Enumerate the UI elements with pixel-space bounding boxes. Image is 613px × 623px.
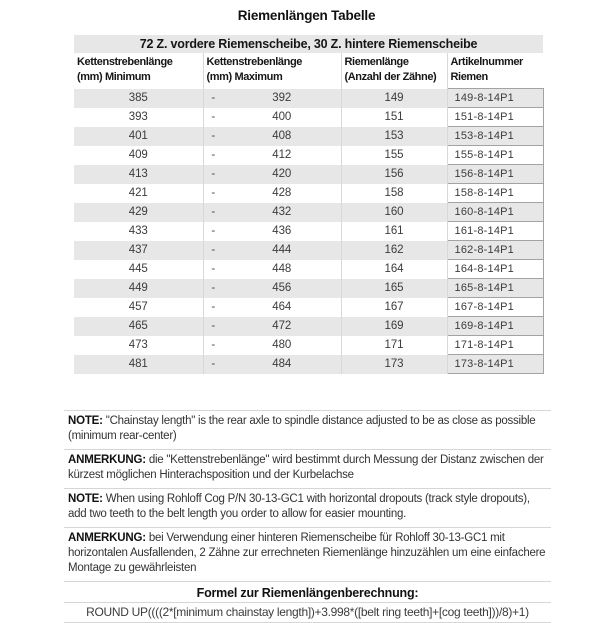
- chainstay-max-cell: 436: [223, 222, 341, 241]
- chainstay-max-cell: 472: [223, 317, 341, 336]
- chainstay-min-cell: 445: [74, 260, 203, 279]
- note-label: NOTE:: [68, 493, 103, 505]
- table-row: [74, 317, 543, 336]
- range-dash: -: [203, 89, 223, 108]
- chainstay-min-cell: 481: [74, 355, 203, 374]
- belt-length-cell: 162: [341, 241, 447, 260]
- formula-expression: ROUND UP((((2*[minimum chainstay length])+3.998*([belt ring teeth]+[cog teeth]))/8)+1): [64, 602, 551, 622]
- header-article-number-line2: Riemen: [450, 71, 488, 83]
- article-number-cell: 167-8-14P1: [447, 298, 543, 317]
- chainstay-max-cell: 448: [223, 260, 341, 279]
- article-number-cell: 161-8-14P1: [447, 222, 543, 241]
- belt-length-cell: 165: [341, 279, 447, 298]
- table-row: [74, 355, 543, 374]
- formula-heading: Formel zur Riemenlängenberechnung:: [64, 581, 551, 602]
- note-item: [64, 410, 551, 449]
- range-dash: -: [203, 241, 223, 260]
- chainstay-min-cell: 421: [74, 184, 203, 203]
- chainstay-max-cell: 464: [223, 298, 341, 317]
- chainstay-max-cell: 456: [223, 279, 341, 298]
- article-number-cell: 160-8-14P1: [447, 203, 543, 222]
- range-dash: -: [211, 301, 216, 313]
- note-text: When using Rohloff Cog P/N 30-13-GC1 with horizontal dropouts (track style dropouts), add two teeth to the belt length you order to allow for easier mounting.: [68, 493, 530, 520]
- table-row: [74, 184, 543, 203]
- table-row: [74, 89, 543, 108]
- header-belt-length-line2: (Anzahl der Zähne): [344, 71, 437, 83]
- table-header-row: [74, 53, 543, 89]
- article-number-cell: 153-8-14P1: [447, 127, 543, 146]
- belt-length-cell: 161: [341, 222, 447, 241]
- belt-length-cell: 167: [341, 298, 447, 317]
- chainstay-max-cell: 420: [223, 165, 341, 184]
- range-dash: -: [211, 263, 216, 275]
- belt-length-cell: 158: [341, 184, 447, 203]
- header-chainstay-max-line2: (mm) Maximum: [206, 71, 283, 83]
- table-row: [74, 108, 543, 127]
- range-dash: -: [203, 165, 223, 184]
- chainstay-min-cell: 433: [74, 222, 203, 241]
- note-label: NOTE:: [68, 415, 103, 427]
- table-row: [74, 298, 543, 317]
- chainstay-min-cell: 401: [74, 127, 203, 146]
- table-body: [74, 89, 543, 374]
- range-dash: -: [203, 317, 223, 336]
- range-dash: -: [203, 355, 223, 374]
- chainstay-min-cell: 473: [74, 336, 203, 355]
- note-item: [64, 449, 551, 488]
- note-text: "Chainstay length" is the rear axle to spindle distance adjusted to be as close as possible (minimum rear-center): [68, 415, 536, 442]
- table-row: [74, 146, 543, 165]
- range-dash: -: [211, 339, 216, 351]
- article-number-cell: 169-8-14P1: [447, 317, 543, 336]
- belt-length-cell: 149: [341, 89, 447, 108]
- header-article-number: [447, 53, 543, 89]
- range-dash: -: [211, 225, 216, 237]
- table-row: [74, 260, 543, 279]
- header-chainstay-min-line1: Kettenstrebenlänge: [77, 56, 173, 68]
- belt-length-cell: 153: [341, 127, 447, 146]
- range-dash: -: [211, 149, 216, 161]
- belt-length-cell: 160: [341, 203, 447, 222]
- range-dash: -: [203, 203, 223, 222]
- range-dash: -: [203, 279, 223, 298]
- header-belt-length: [341, 53, 447, 89]
- chainstay-max-cell: 400: [223, 108, 341, 127]
- belt-length-cell: 156: [341, 165, 447, 184]
- table-banner: 72 Z. vordere Riemenscheibe, 30 Z. hintere Riemenscheibe: [74, 35, 543, 53]
- chainstay-max-cell: 444: [223, 241, 341, 260]
- chainstay-max-cell: 392: [223, 89, 341, 108]
- chainstay-min-cell: 409: [74, 146, 203, 165]
- article-number-cell: 173-8-14P1: [447, 355, 543, 374]
- article-number-cell: 165-8-14P1: [447, 279, 543, 298]
- table-row: [74, 203, 543, 222]
- chainstay-max-cell: 484: [223, 355, 341, 374]
- header-chainstay-min: [74, 53, 203, 89]
- note-label: ANMERKUNG:: [68, 532, 146, 544]
- chainstay-max-cell: 432: [223, 203, 341, 222]
- article-number-cell: 171-8-14P1: [447, 336, 543, 355]
- range-dash: -: [211, 187, 216, 199]
- note-text: bei Verwendung einer hinteren Riemenscheibe für Rohloff 30-13-GC1 mit horizontalen Ausfallenden, 2 Zähne zur errechneten Riemenlänge hinzuzählen um eine einfachere Montage zu gewährleisten: [68, 532, 546, 574]
- chainstay-min-cell: 429: [74, 203, 203, 222]
- table-row: [74, 241, 543, 260]
- chainstay-min-cell: 413: [74, 165, 203, 184]
- table-row: [74, 336, 543, 355]
- belt-length-cell: 169: [341, 317, 447, 336]
- article-number-cell: 151-8-14P1: [447, 108, 543, 127]
- table-row: [74, 279, 543, 298]
- belt-length-cell: 164: [341, 260, 447, 279]
- notes-section: [64, 410, 551, 623]
- header-article-number-line1: Artikelnummer: [450, 56, 523, 68]
- header-chainstay-max-line1: Kettenstrebenlänge: [206, 56, 302, 68]
- note-item: [64, 488, 551, 527]
- belt-length-cell: 173: [341, 355, 447, 374]
- chainstay-min-cell: 393: [74, 108, 203, 127]
- chainstay-min-cell: 385: [74, 89, 203, 108]
- note-item: [64, 527, 551, 581]
- chainstay-max-cell: 408: [223, 127, 341, 146]
- article-number-cell: 149-8-14P1: [447, 89, 543, 108]
- note-label: ANMERKUNG:: [68, 454, 146, 466]
- belt-length-cell: 155: [341, 146, 447, 165]
- belt-length-cell: 171: [341, 336, 447, 355]
- page-title: Riemenlängen Tabelle: [237, 8, 376, 23]
- article-number-cell: 155-8-14P1: [447, 146, 543, 165]
- article-number-cell: 164-8-14P1: [447, 260, 543, 279]
- chainstay-max-cell: 480: [223, 336, 341, 355]
- article-number-cell: 162-8-14P1: [447, 241, 543, 260]
- article-number-cell: 158-8-14P1: [447, 184, 543, 203]
- header-belt-length-line1: Riemenlänge: [344, 56, 409, 68]
- header-chainstay-max: [203, 53, 341, 89]
- table-row: [74, 222, 543, 241]
- article-number-cell: 156-8-14P1: [447, 165, 543, 184]
- chainstay-min-cell: 437: [74, 241, 203, 260]
- chainstay-min-cell: 457: [74, 298, 203, 317]
- chainstay-min-cell: 449: [74, 279, 203, 298]
- range-dash: -: [211, 111, 216, 123]
- table-banner-row: [74, 35, 543, 53]
- range-dash: -: [203, 127, 223, 146]
- table-row: [74, 127, 543, 146]
- chainstay-max-cell: 412: [223, 146, 341, 165]
- chainstay-min-cell: 465: [74, 317, 203, 336]
- table-row: [74, 165, 543, 184]
- belt-length-cell: 151: [341, 108, 447, 127]
- belt-length-table: [74, 35, 544, 374]
- chainstay-max-cell: 428: [223, 184, 341, 203]
- note-text: die "Kettenstrebenlänge" wird bestimmt durch Messung der Distanz zwischen der kürzest möglichen Hinterachsposition und der Kurbelachse: [68, 454, 544, 481]
- header-chainstay-min-line2: (mm) Minimum: [77, 71, 151, 83]
